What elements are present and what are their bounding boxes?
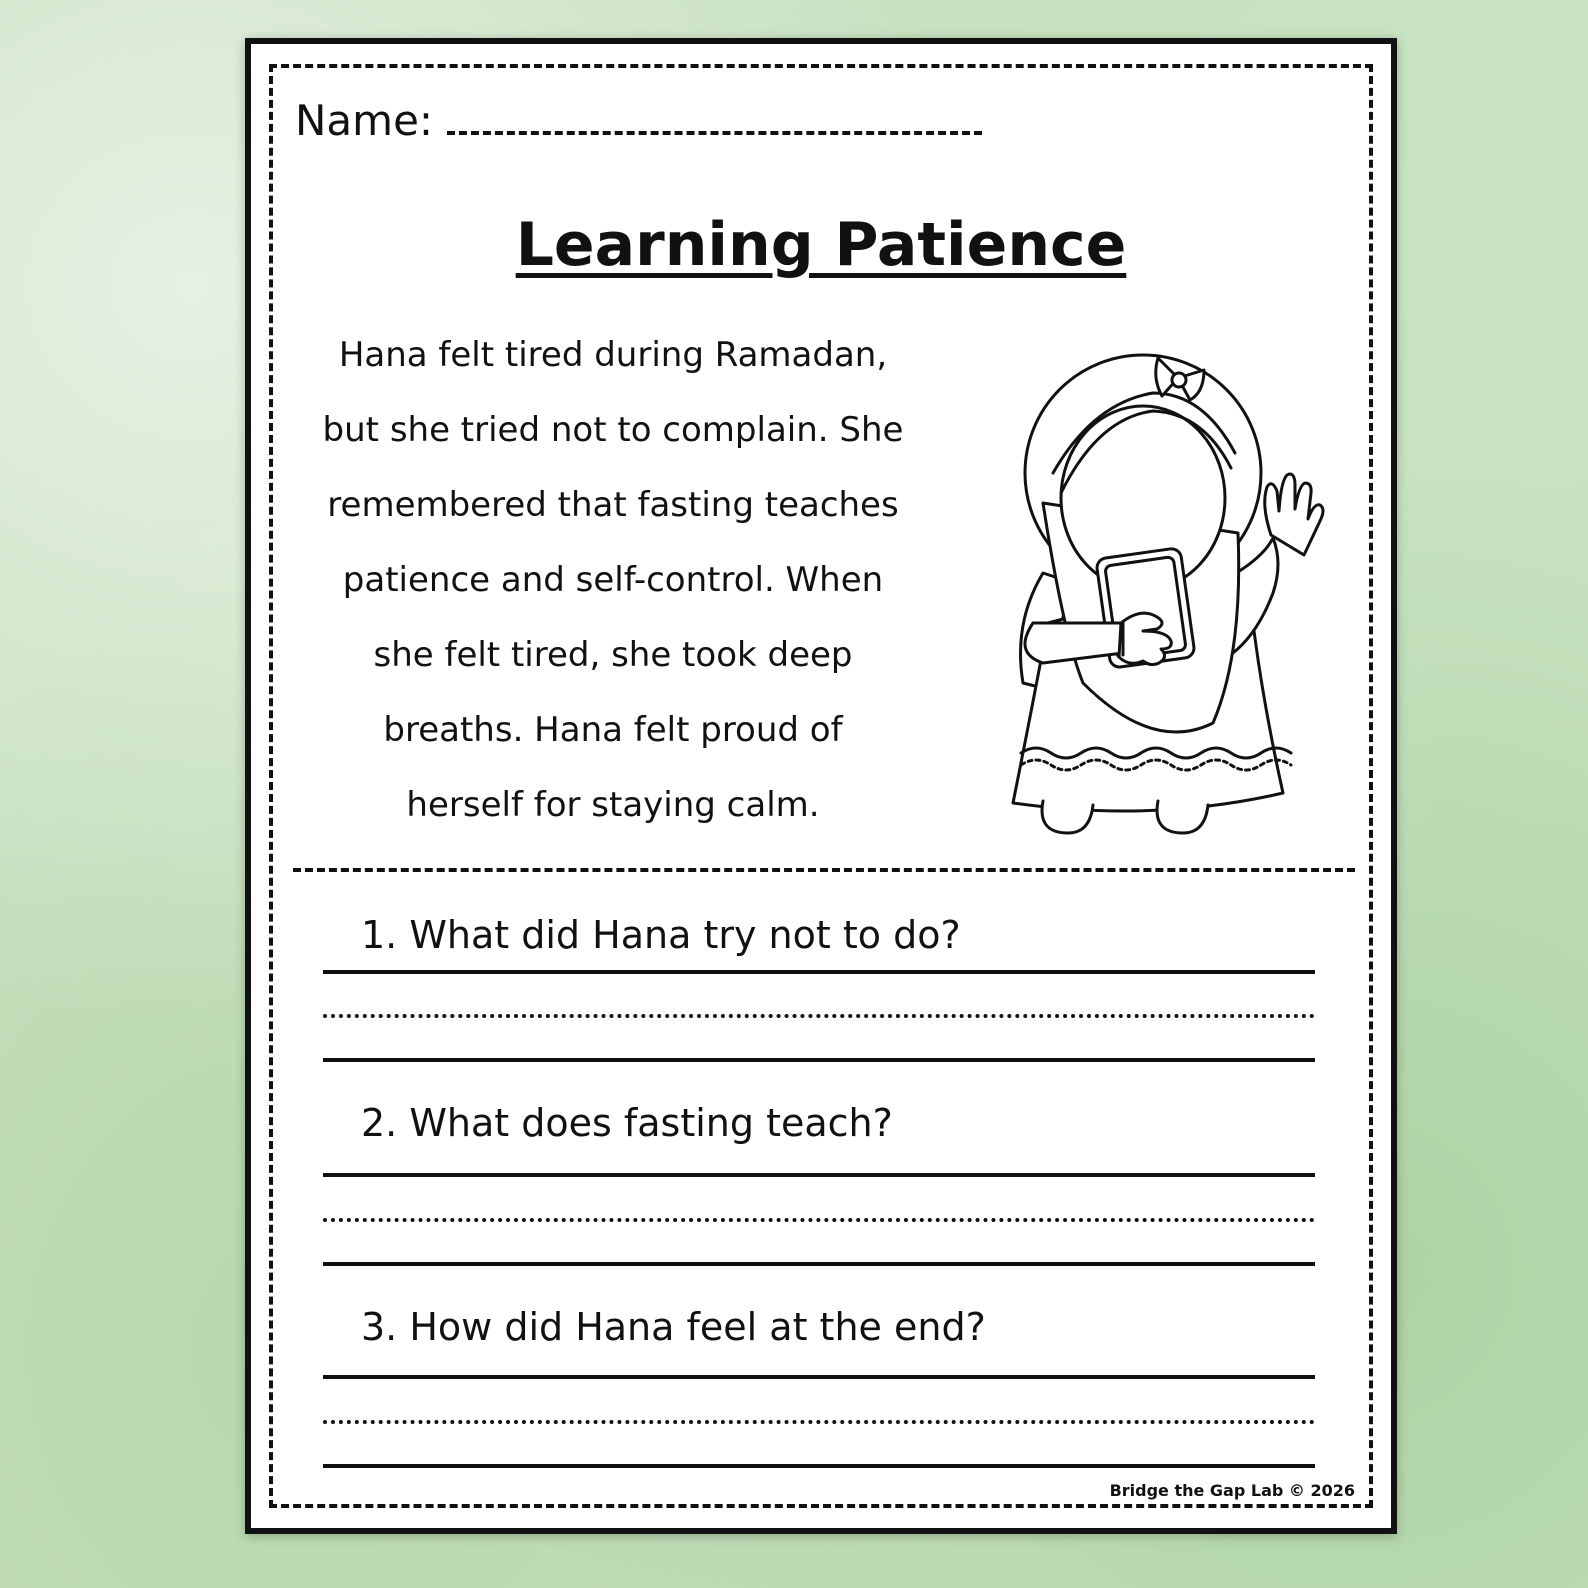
copyright-credit: Bridge the Gap Lab © 2026	[1109, 1481, 1355, 1500]
answer-line-top[interactable]	[323, 1173, 1315, 1177]
worksheet-title	[273, 210, 1369, 280]
answer-line-bottom	[323, 1262, 1315, 1266]
answer-line-midline	[323, 1420, 1315, 1424]
answer-line-bottom	[323, 1058, 1315, 1062]
question-3: 3. How did Hana feel at the end?	[361, 1305, 986, 1349]
dashed-border	[269, 64, 1373, 1508]
answer-line-top[interactable]	[323, 970, 1315, 974]
story-line: remembered that fasting teaches	[327, 485, 899, 525]
story-line: Hana felt tired during Ramadan,	[338, 335, 888, 375]
worksheet-page	[245, 38, 1397, 1534]
title-text: Learning Patience	[515, 210, 1127, 280]
question-2: 2. What does fasting teach?	[361, 1101, 893, 1145]
name-write-line	[447, 131, 982, 135]
story-line: patience and self-control. When	[342, 560, 884, 600]
name-label: Name:	[295, 96, 434, 145]
story-line: she felt tired, she took deep	[373, 635, 853, 675]
story-line: herself for staying calm.	[406, 785, 820, 825]
story-line: breaths. Hana felt proud of	[383, 710, 843, 750]
answer-line-midline	[323, 1218, 1315, 1222]
answer-line-bottom	[323, 1464, 1315, 1468]
story-line: but she tried not to complain. She	[322, 410, 904, 450]
girl-with-book-illustration	[973, 323, 1333, 853]
answer-line-midline	[323, 1014, 1315, 1018]
question-1: 1. What did Hana try not to do?	[361, 913, 961, 957]
answer-line-top[interactable]	[323, 1375, 1315, 1379]
name-row	[295, 96, 982, 145]
story-passage	[303, 318, 923, 843]
section-divider	[293, 868, 1355, 872]
